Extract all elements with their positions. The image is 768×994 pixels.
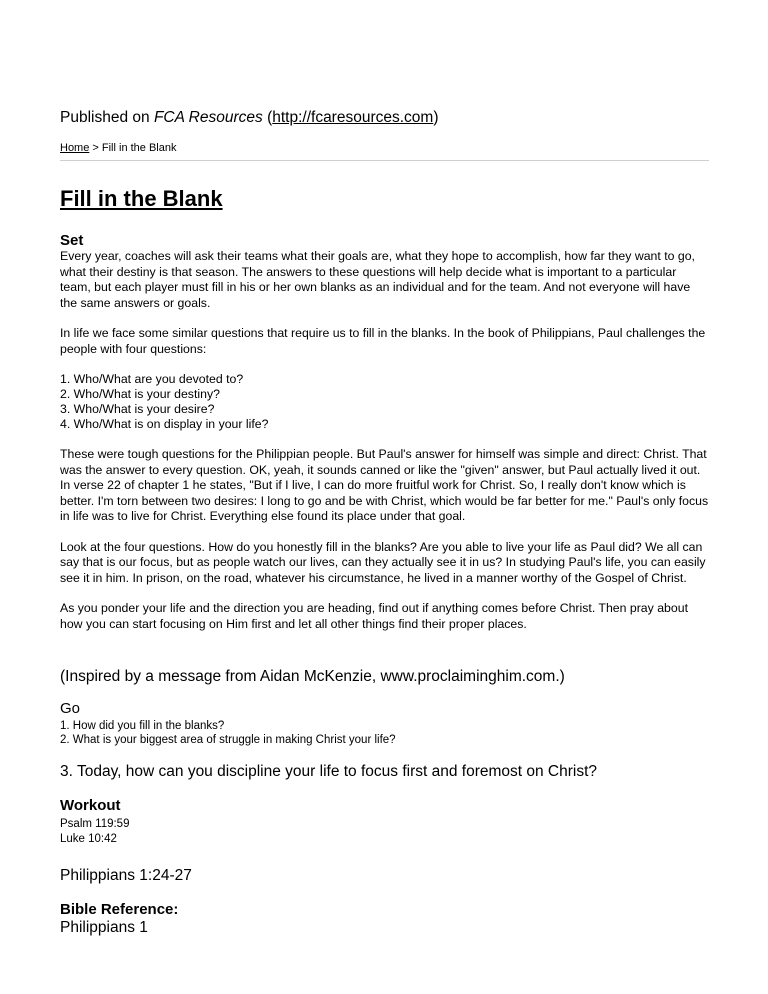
list-item: Psalm 119:59 (60, 818, 130, 830)
list-item: Luke 10:42 (60, 833, 117, 845)
list-item: 2. What is your biggest area of struggle in making Christ your life? (60, 734, 396, 746)
breadcrumb-home-link[interactable]: Home (60, 142, 90, 154)
set-paragraph-4: Look at the four questions. How do you honestly fill in the blanks? Are you able to live your life as Paul did? We all can say that is our focus, but as people watch our lives, can they actually see it in us? In studying Paul's life, you can easily see it in him. In prison, on the road, whatever his circumstance, he lived in a manner worthy of the Gospel of Christ. (60, 539, 706, 585)
go-question-3: 3. Today, how can you discipline your life to focus first and foremost on Christ? (60, 763, 598, 780)
breadcrumb-current: Fill in the Blank (101, 142, 177, 154)
list-item: 1. Who/What are you devoted to? (60, 372, 244, 386)
header-divider (60, 160, 709, 161)
published-prefix: Published on (60, 109, 154, 126)
list-item: 3. Who/What is your desire? (60, 402, 215, 416)
bible-reference-heading: Bible Reference: (60, 901, 179, 918)
workout-refs (60, 817, 710, 847)
published-line (60, 109, 439, 127)
set-paragraph-2: In life we face some similar questions that require us to fill in the blanks. In the book of Philippians, Paul challenges the people with four questions: (60, 326, 706, 356)
site-name: FCA Resources (153, 109, 263, 126)
go-list (60, 719, 710, 747)
open-paren: ( (262, 109, 273, 126)
breadcrumb-separator: > (89, 142, 102, 154)
article-content (60, 232, 710, 937)
workout-heading: Workout (60, 797, 121, 814)
set-heading: Set (60, 232, 84, 249)
question-list (60, 372, 710, 432)
page-title: Fill in the Blank (60, 186, 223, 211)
go-heading: Go (60, 700, 81, 717)
list-item: 4. Who/What is on display in your life? (60, 417, 269, 431)
set-paragraph-1: Every year, coaches will ask their teams what their goals are, what they hope to accomplish, how far they want to go, what their destiny is that season. The answers to these questions will help decide what is important to a particular team, but each player must fill in his or her own blanks as an individual and for the team. And not everyone will have the same answers or goals. (60, 249, 695, 310)
close-paren: ) (433, 109, 439, 126)
site-url-link[interactable]: http://fcaresources.com (272, 109, 434, 126)
set-paragraph-3: These were tough questions for the Philippian people. But Paul's answer for himself was simple and direct: Christ. That was the answer to every question. OK, yeah, it sounds canned or like the "given" answer, but Paul actually lived it out. In verse 22 of chapter 1 he states, "But if I live, I can do more fruitful work for Christ. So, I really don't know which is better. I'm torn between two desires: I long to go and be with Christ, which would be far better for me." Paul's only focus in life was to live for Christ. Everything else found its place under that goal. (60, 447, 709, 523)
breadcrumb (60, 142, 176, 154)
inspired-note: (Inspired by a message from Aidan McKenzie, www.proclaiminghim.com.) (60, 668, 565, 685)
bible-reference-value: Philippians 1 (60, 919, 148, 936)
list-item: 1. How did you fill in the blanks? (60, 720, 225, 732)
set-paragraph-5: As you ponder your life and the direction you are heading, find out if anything comes before Christ. Then pray about how you can start focusing on Him first and let all other things find their proper places. (60, 601, 688, 631)
workout-ref-main: Philippians 1:24-27 (60, 867, 192, 884)
list-item: 2. Who/What is your destiny? (60, 387, 220, 401)
